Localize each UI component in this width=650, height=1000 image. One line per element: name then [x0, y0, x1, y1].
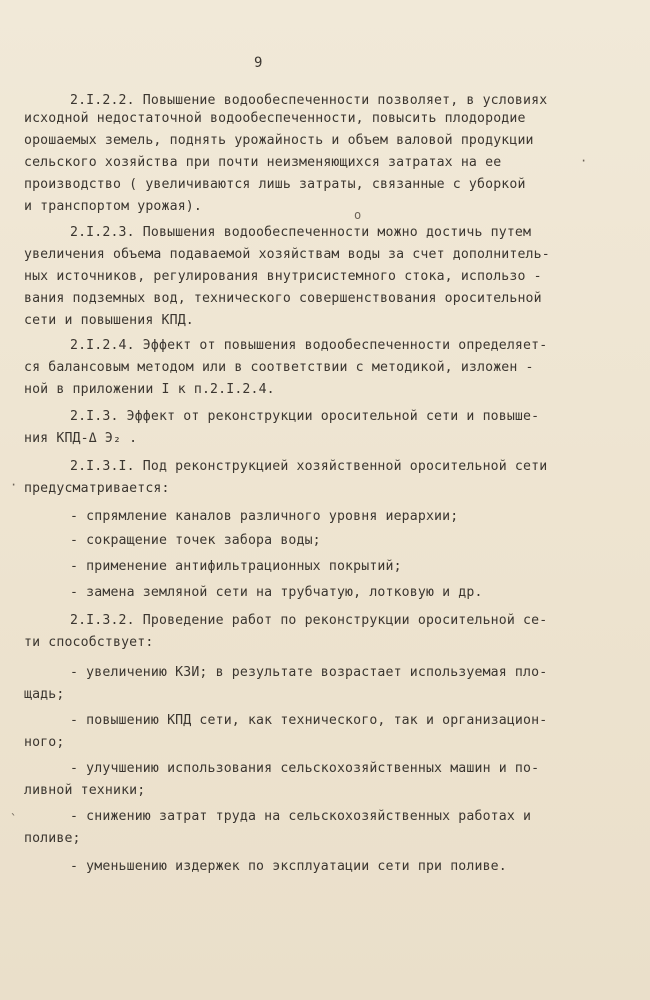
ink-mark: · [10, 478, 18, 492]
text-line: производство ( увеличиваются лишь затраты, связанные с уборкой [24, 177, 526, 192]
list-item: - сокращение точек забора воды; [70, 533, 321, 548]
text-line: 2.I.3.I. Под реконструкцией хозяйственной оросительной сети [70, 459, 548, 474]
text-line: предусматривается: [24, 481, 170, 496]
ink-mark: ` [10, 812, 18, 826]
text-line: 2.I.2.4. Эффект от повышения водообеспеченности определяет- [70, 338, 548, 353]
text-line: ной в приложении I к п.2.I.2.4. [24, 382, 275, 397]
text-line: ния КПД-Δ Э₂ . [24, 431, 138, 446]
text-line: ти способствует: [24, 635, 154, 650]
text-line: орошаемых земель, поднять урожайность и объем валовой продукции [24, 133, 534, 148]
text-line: вания подземных вод, технического совершенствования оросительной [24, 291, 542, 306]
list-item: - замена земляной сети на трубчатую, лотковую и др. [70, 585, 483, 600]
text-line: увеличения объема подаваемой хозяйствам воды за счет дополнитель- [24, 247, 550, 262]
text-line: 2.I.2.2. Повышение водообеспеченности позволяет, в условиях [70, 93, 548, 108]
text-line: 2.I.3. Эффект от реконструкции оросительной сети и повыше- [70, 409, 540, 424]
text-line: ся балансовым методом или в соответствии с методикой, изложен - [24, 360, 534, 375]
list-item: - повышению КПД сети, как технического, так и организацион- [70, 713, 548, 728]
text-line: исходной недостаточной водообеспеченности, повысить плодородие [24, 111, 526, 126]
text-line: и транспортом урожая). [24, 199, 202, 214]
text-line: 2.I.2.3. Повышения водообеспеченности можно достичь путем [70, 225, 532, 240]
list-item: - улучшению использования сельскохозяйственных машин и по- [70, 761, 540, 776]
text-line: сети и повышения КПД. [24, 313, 194, 328]
list-item: - уменьшению издержек по эксплуатации сети при поливе. [70, 859, 507, 874]
text-line: ного; [24, 735, 65, 750]
text-line: сельского хозяйства при почти неизменяющихся затратах на ее [24, 155, 502, 170]
text-line: поливе; [24, 831, 81, 846]
list-item: - увеличению КЗИ; в результате возрастает используемая пло- [70, 665, 548, 680]
text-line: щадь; [24, 687, 65, 702]
ink-mark: o [354, 208, 362, 222]
text-line: ных источников, регулирования внутрисистемного стока, использо - [24, 269, 542, 284]
list-item: - применение антифильтрационных покрытий; [70, 559, 402, 574]
text-line: ливной техники; [24, 783, 146, 798]
page-number: 9 [254, 55, 264, 71]
list-item: - снижению затрат труда на сельскохозяйственных работах и [70, 809, 532, 824]
list-item: - спрямление каналов различного уровня иерархии; [70, 509, 459, 524]
ink-mark: · [580, 154, 588, 168]
text-line: 2.I.3.2. Проведение работ по реконструкции оросительной се- [70, 613, 548, 628]
